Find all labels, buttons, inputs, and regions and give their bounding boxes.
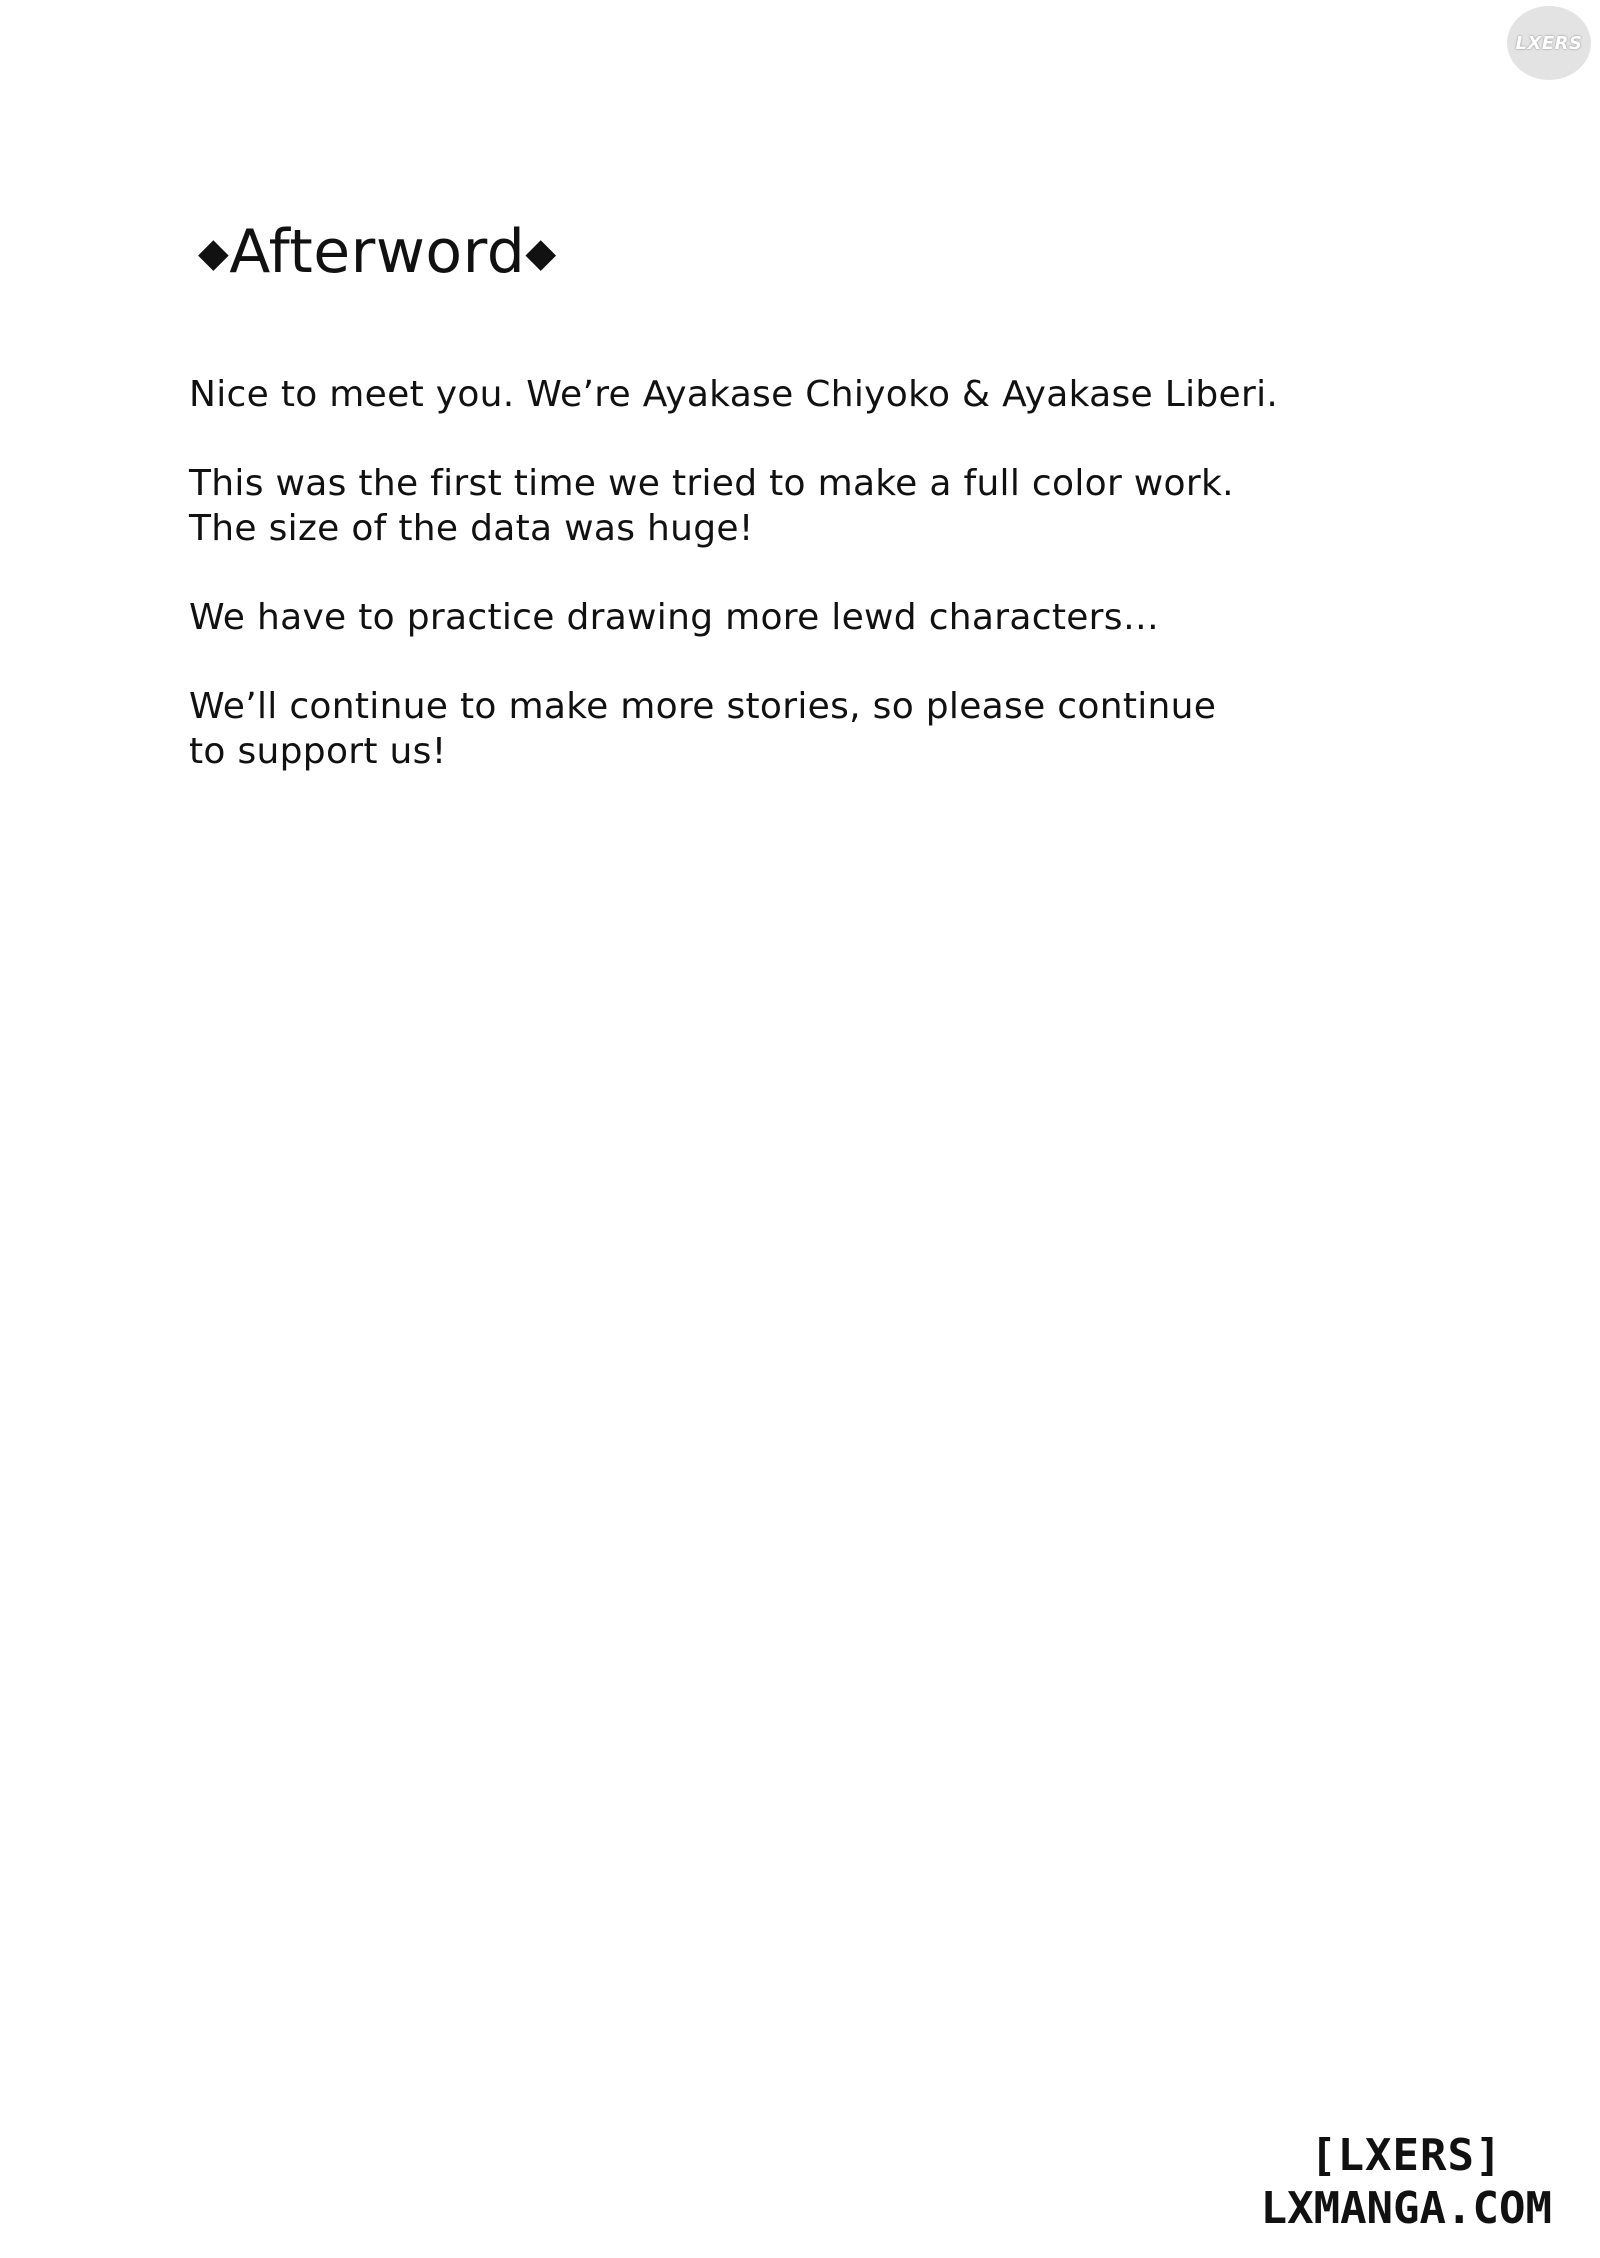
lxers-logo-badge [1507,6,1591,80]
paragraph-support: We’ll continue to make more stories, so please continue to support us! [189,686,1217,772]
paragraph-practice: We have to practice drawing more lewd characters… [189,597,1160,638]
diamond-right-icon: ◆ [525,230,557,276]
afterword-title: Afterword [229,217,526,287]
paragraph-full-color: This was the first time we tried to make a full color work. The size of the data was huge! [189,463,1234,549]
diamond-left-icon: ◆ [198,230,230,276]
afterword-body [189,372,1289,774]
credit-site-name: LXMANGA.COM [1260,2183,1552,2234]
paragraph-greeting: Nice to meet you. We’re Ayakase Chiyoko & Ayakase Liberi. [189,374,1279,415]
lxers-logo-text: LXERS [1515,32,1583,54]
scanlation-credit [1261,2130,1552,2236]
afterword-heading [198,212,557,293]
credit-group-name: [LXERS] [1310,2130,1503,2181]
